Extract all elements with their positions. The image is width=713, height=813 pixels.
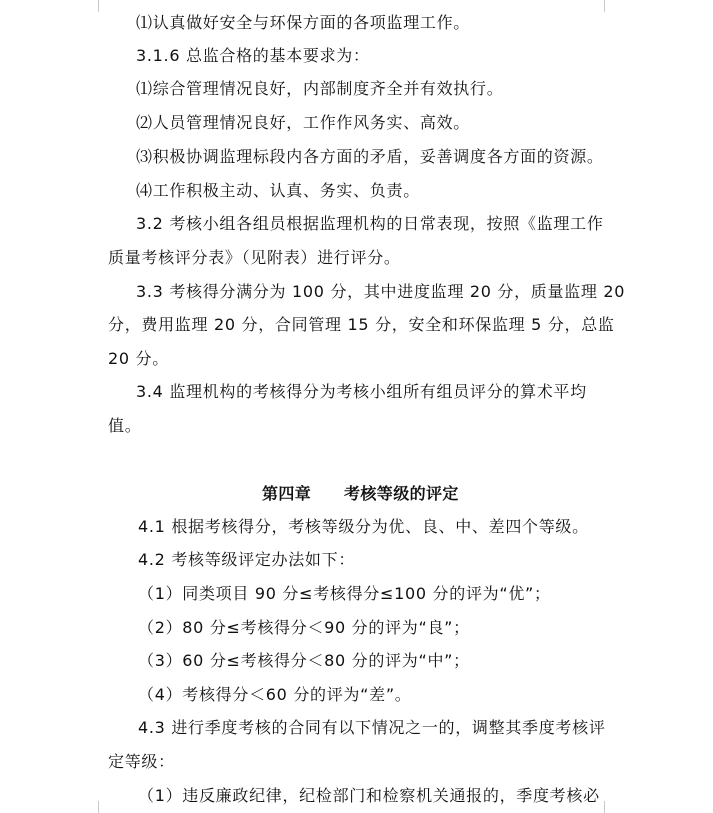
margin-corner-mark-bottom-left	[82, 801, 99, 813]
paragraph-line: 4.2 考核等级评定办法如下：	[138, 550, 356, 569]
paragraph-line: 3.2 考核小组各组员根据监理机构的日常表现，按照《监理工作	[136, 214, 604, 233]
paragraph-line: ⑴综合管理情况良好，内部制度齐全并有效执行。	[136, 79, 504, 98]
paragraph-line: （2）80 分≤考核得分＜90 分的评为“良”；	[138, 618, 470, 637]
paragraph-line: 4.1 根据考核得分，考核等级分为优、良、中、差四个等级。	[138, 517, 589, 536]
paragraph-line: 定等级：	[108, 752, 175, 771]
margin-corner-mark-top-right	[604, 0, 621, 12]
paragraph-line: 质量考核评分表》（见附表）进行评分。	[108, 248, 401, 267]
paragraph-line: 4.3 进行季度考核的合同有以下情况之一的，调整其季度考核评	[138, 718, 606, 737]
paragraph-line: （1）违反廉政纪律，纪检部门和检察机关通报的，季度考核必	[138, 786, 600, 805]
paragraph-line: ⑴认真做好安全与环保方面的各项监理工作。	[136, 13, 471, 32]
paragraph-line: ⑵人员管理情况良好，工作作风务实、高效。	[136, 113, 471, 132]
paragraph-line: （1）同类项目 90 分≤考核得分≤100 分的评为“优”；	[138, 584, 551, 603]
paragraph-line: 3.4 监理机构的考核得分为考核小组所有组员评分的算术平均	[136, 382, 587, 401]
paragraph-line: ⑷工作积极主动、认真、务实、负责。	[136, 181, 420, 200]
paragraph-line: 3.3 考核得分满分为 100 分，其中进度监理 20 分，质量监理 20	[136, 282, 626, 301]
margin-corner-mark-top-left	[82, 0, 99, 12]
paragraph-line: （4）考核得分＜60 分的评为“差”。	[138, 685, 412, 704]
paragraph-line: 20 分。	[108, 349, 169, 368]
chapter-heading: 第四章 考核等级的评定	[262, 484, 459, 503]
margin-corner-mark-bottom-right	[604, 801, 621, 813]
paragraph-line: ⑶积极协调监理标段内各方面的矛盾，妥善调度各方面的资源。	[136, 147, 604, 166]
paragraph-line: 值。	[108, 416, 142, 435]
paragraph-line: 3.1.6 总监合格的基本要求为：	[136, 46, 370, 65]
paragraph-line: （3）60 分≤考核得分＜80 分的评为“中”；	[138, 651, 470, 670]
paragraph-line: 分，费用监理 20 分，合同管理 15 分，安全和环保监理 5 分，总监	[108, 315, 615, 334]
